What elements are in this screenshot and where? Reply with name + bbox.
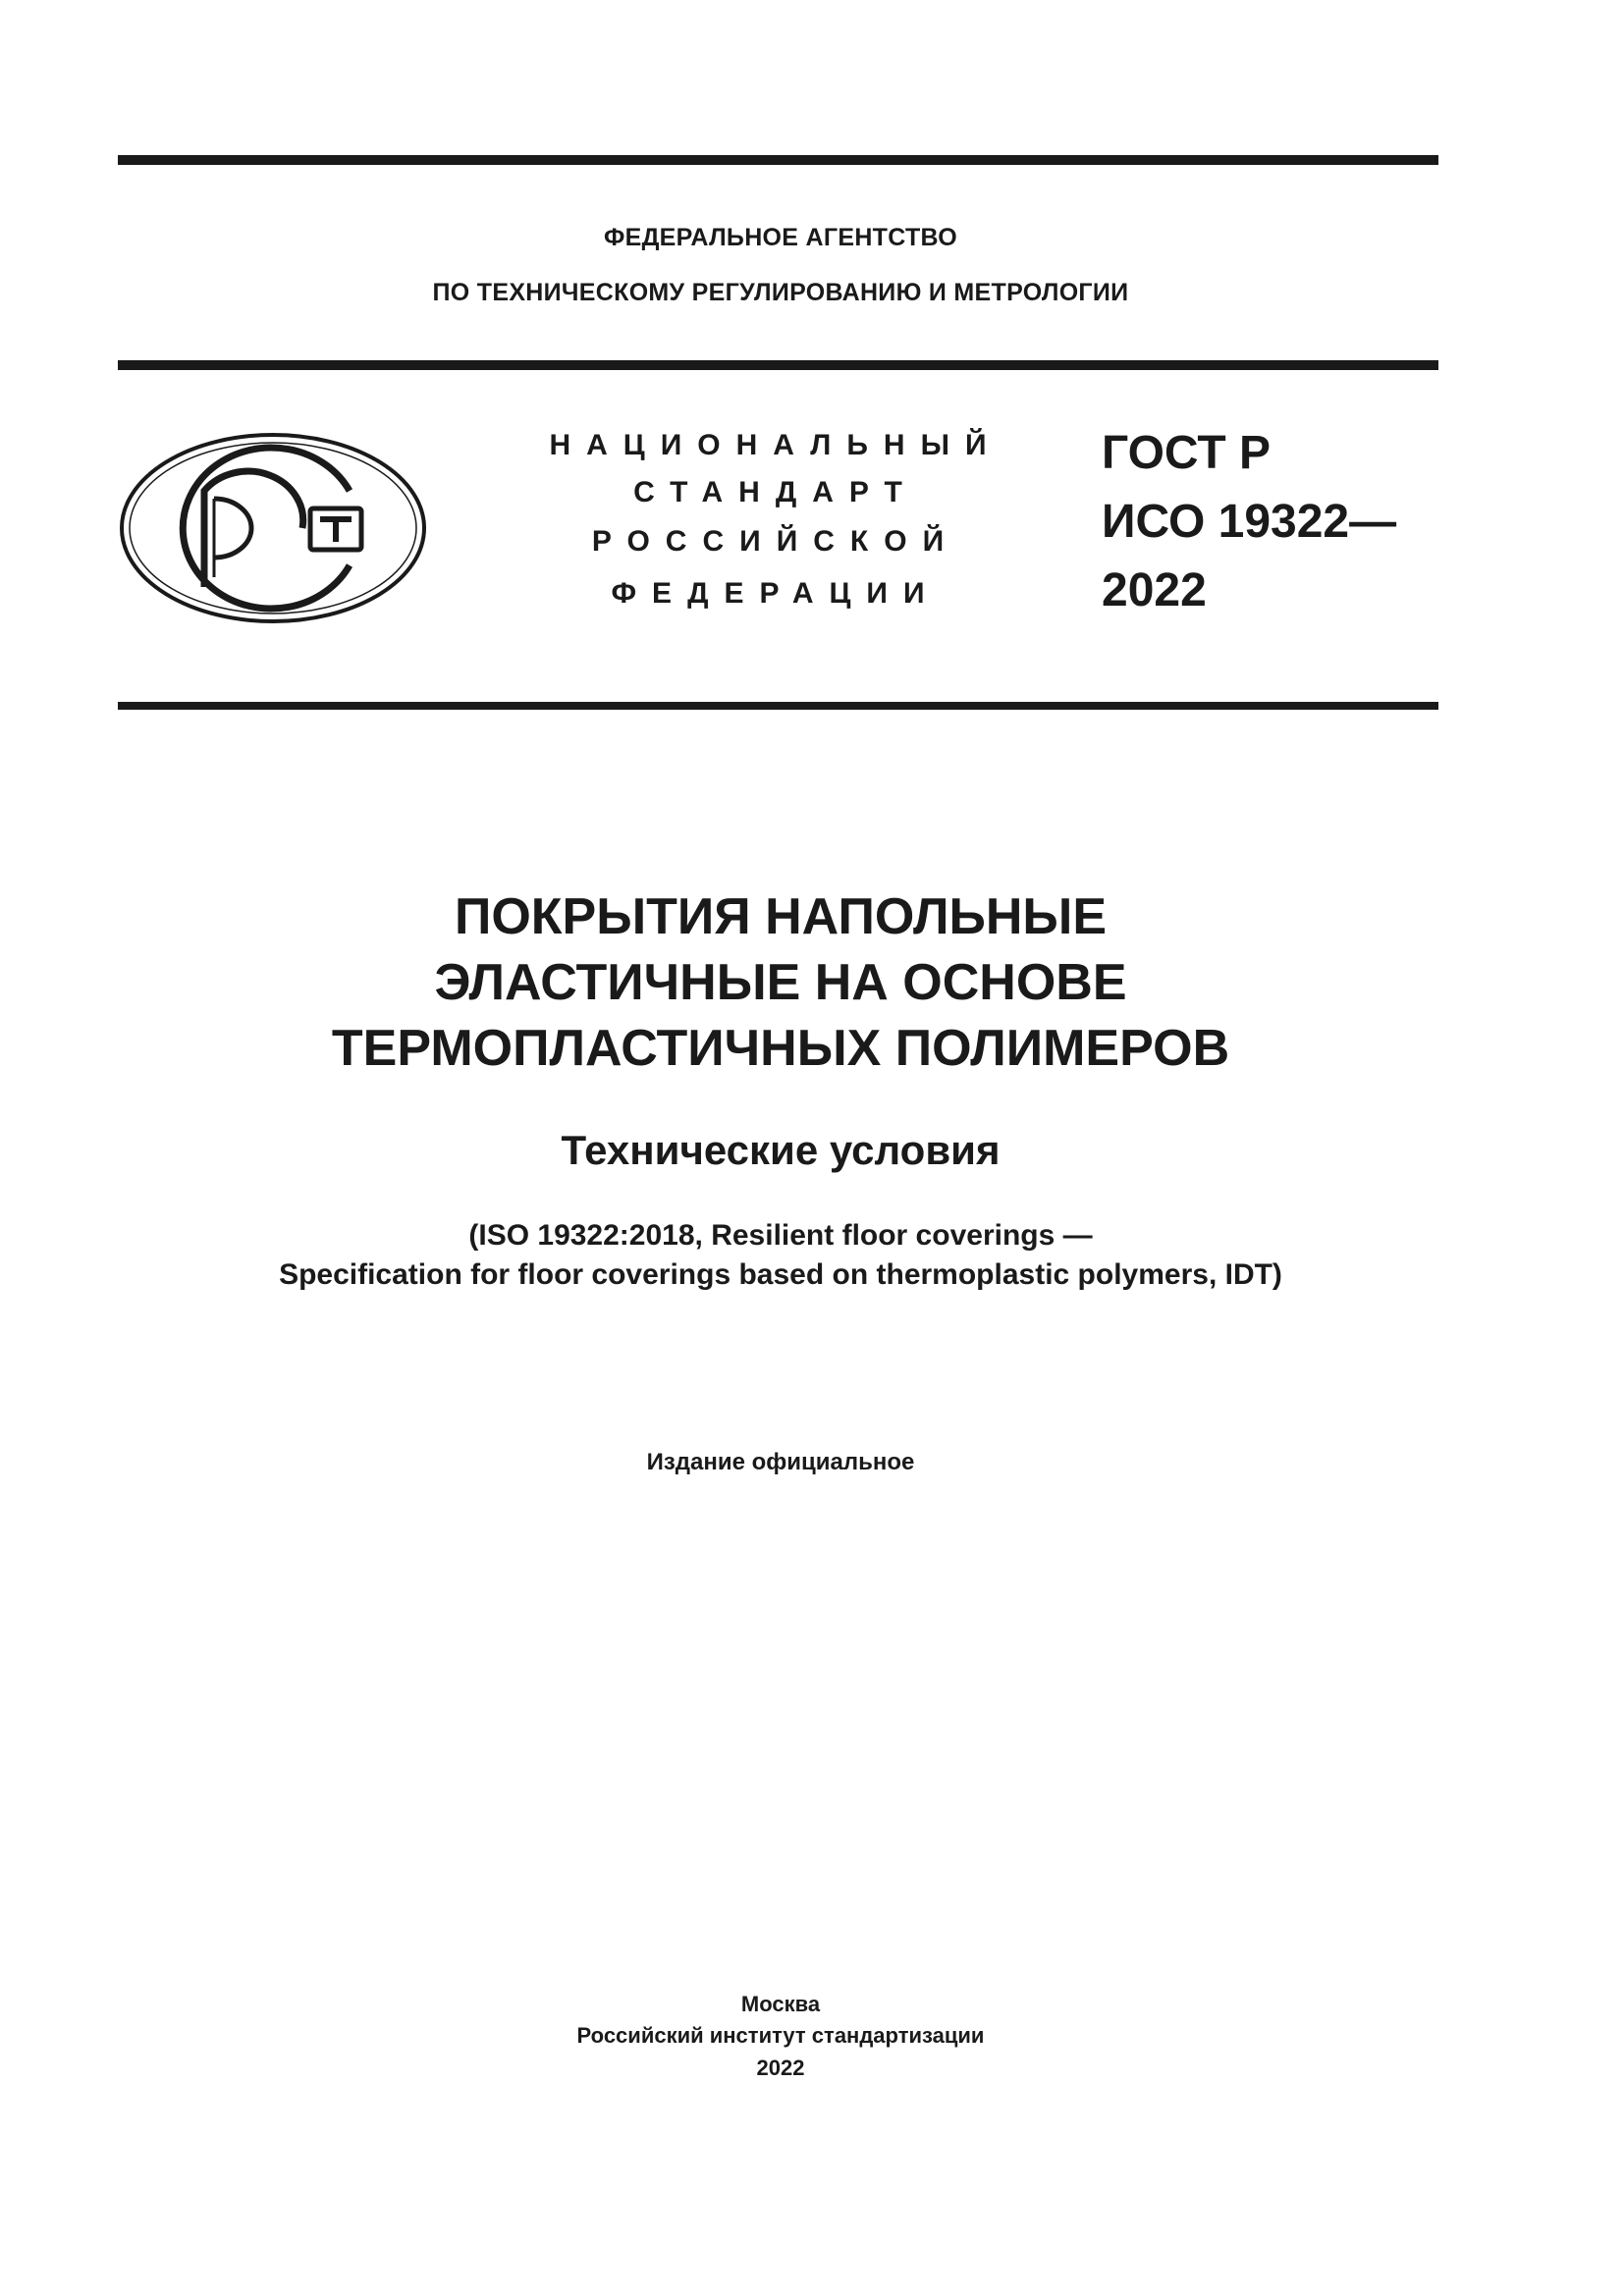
agency-name-line-1: ФЕДЕРАЛЬНОЕ АГЕНТСТВО xyxy=(603,224,958,251)
national-standard-line-4: ФЕДЕРАЦИИ xyxy=(611,577,941,610)
iso-reference-line-1: (ISO 19322:2018, Resilient floor coverings — xyxy=(468,1219,1093,1252)
imprint-city: Москва xyxy=(740,1992,821,2016)
rst-certification-mark-icon xyxy=(116,430,430,626)
agency-name-line-2: ПО ТЕХНИЧЕСКОМУ РЕГУЛИРОВАНИЮ И МЕТРОЛОГИИ xyxy=(432,279,1129,306)
document-title-line-3: ТЕРМОПЛАСТИЧНЫХ ПОЛИМЕРОВ xyxy=(331,1020,1230,1077)
national-standard-line-1: НАЦИОНАЛЬНЫЙ xyxy=(549,429,1002,461)
national-standard-line-3: РОССИЙСКОЙ xyxy=(591,525,960,558)
bottom-rule xyxy=(118,702,1438,710)
iso-reference-line-2: Specification for floor coverings based on thermoplastic polymers, IDT) xyxy=(279,1258,1282,1291)
document-subtitle: Технические условия xyxy=(561,1127,1001,1173)
imprint-year: 2022 xyxy=(756,2056,805,2080)
edition-note: Издание официальное xyxy=(646,1449,915,1475)
document-title-line-2: ЭЛАСТИЧНЫЕ НА ОСНОВЕ xyxy=(434,954,1127,1011)
national-standard-line-2: СТАНДАРТ xyxy=(633,476,918,508)
standard-designation-line-3: 2022 xyxy=(1102,564,1207,616)
middle-rule xyxy=(118,360,1438,370)
standard-designation-line-2: ИСО 19322— xyxy=(1102,496,1397,548)
standard-designation-line-1: ГОСТ Р xyxy=(1102,427,1272,479)
top-rule xyxy=(118,155,1438,165)
imprint-publisher: Российский институт стандартизации xyxy=(576,2023,985,2048)
document-title-line-1: ПОКРЫТИЯ НАПОЛЬНЫЕ xyxy=(454,888,1108,945)
